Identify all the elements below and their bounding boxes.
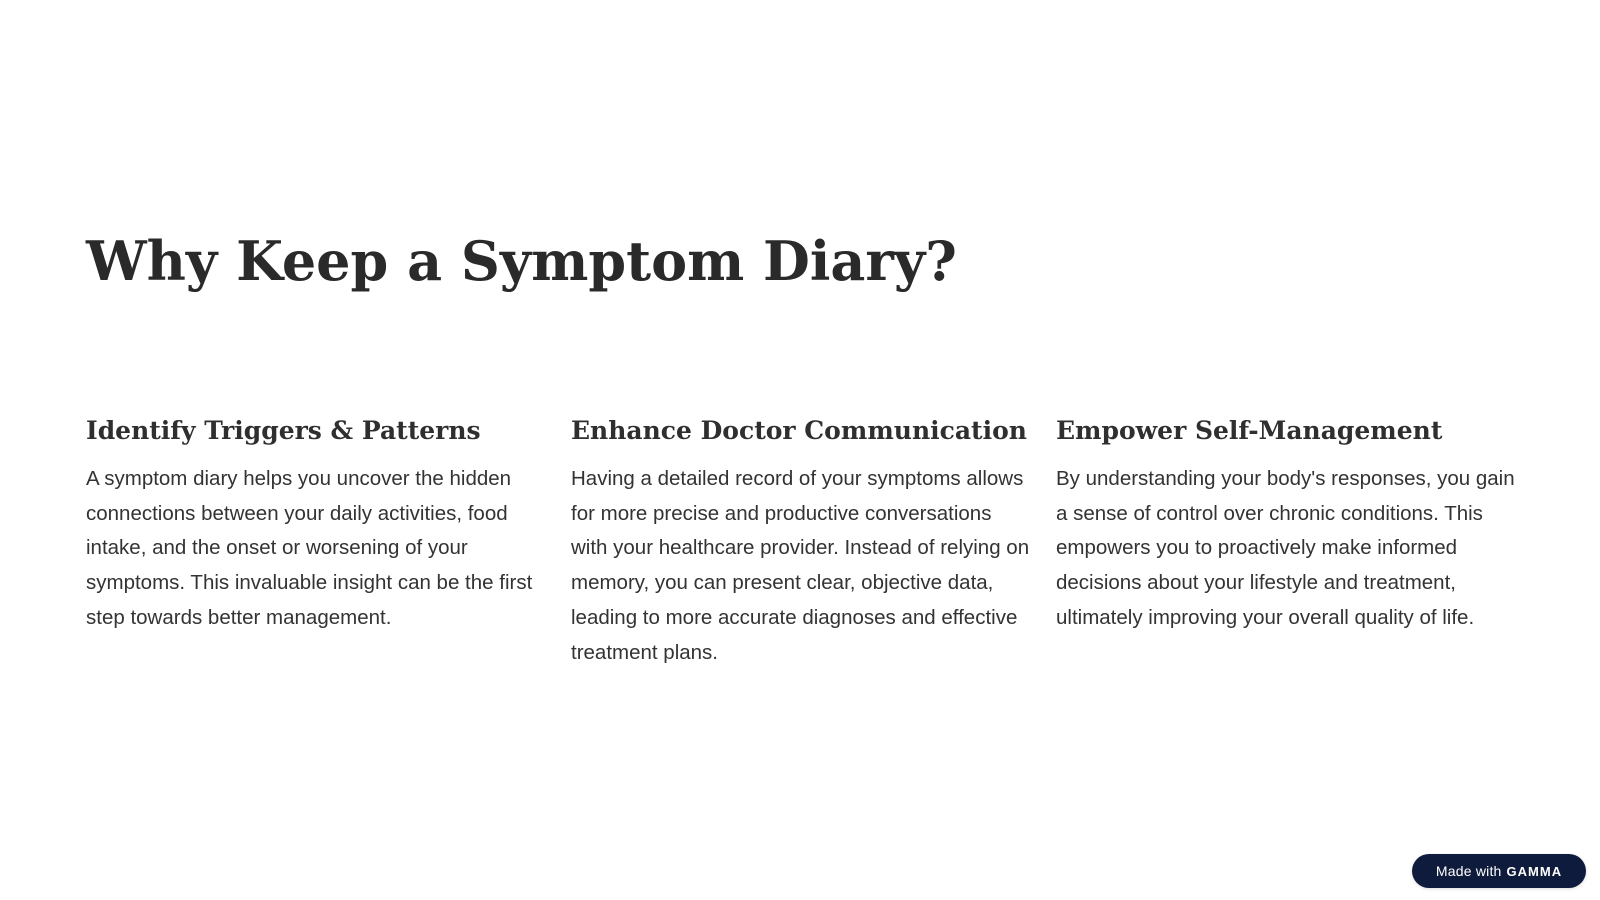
column-body: A symptom diary helps you uncover the hidden connections between your daily activities, food intake, and the onset or worsening of your symptoms. This invaluable insight can be the first step towards better management. (86, 467, 533, 629)
column-heading: Empower Self-Management (1056, 416, 1443, 445)
column-doctor-communication (571, 414, 1031, 670)
column-identify-triggers (86, 414, 546, 636)
gamma-logo: GAMMA (1506, 863, 1563, 879)
column-body: Having a detailed record of your symptoms allows for more precise and productive conversations with your healthcare provider. Instead of relying on memory, you can present clear, objective data, leading to more accurate diagnoses and effective treatment plans. (571, 467, 1030, 664)
column-heading: Enhance Doctor Communication (571, 416, 1027, 445)
made-with-gamma-badge[interactable] (1412, 854, 1586, 888)
column-self-management (1056, 414, 1516, 636)
column-heading: Identify Triggers & Patterns (86, 416, 481, 445)
badge-label: Made with (1435, 863, 1502, 879)
slide-title: Why Keep a Symptom Diary? (86, 229, 957, 293)
column-body: By understanding your body's responses, you gain a sense of control over chronic conditions. This empowers you to proactively make informed decisions about your lifestyle and treatment, ultimately improving your overall quality of life. (1056, 467, 1515, 629)
